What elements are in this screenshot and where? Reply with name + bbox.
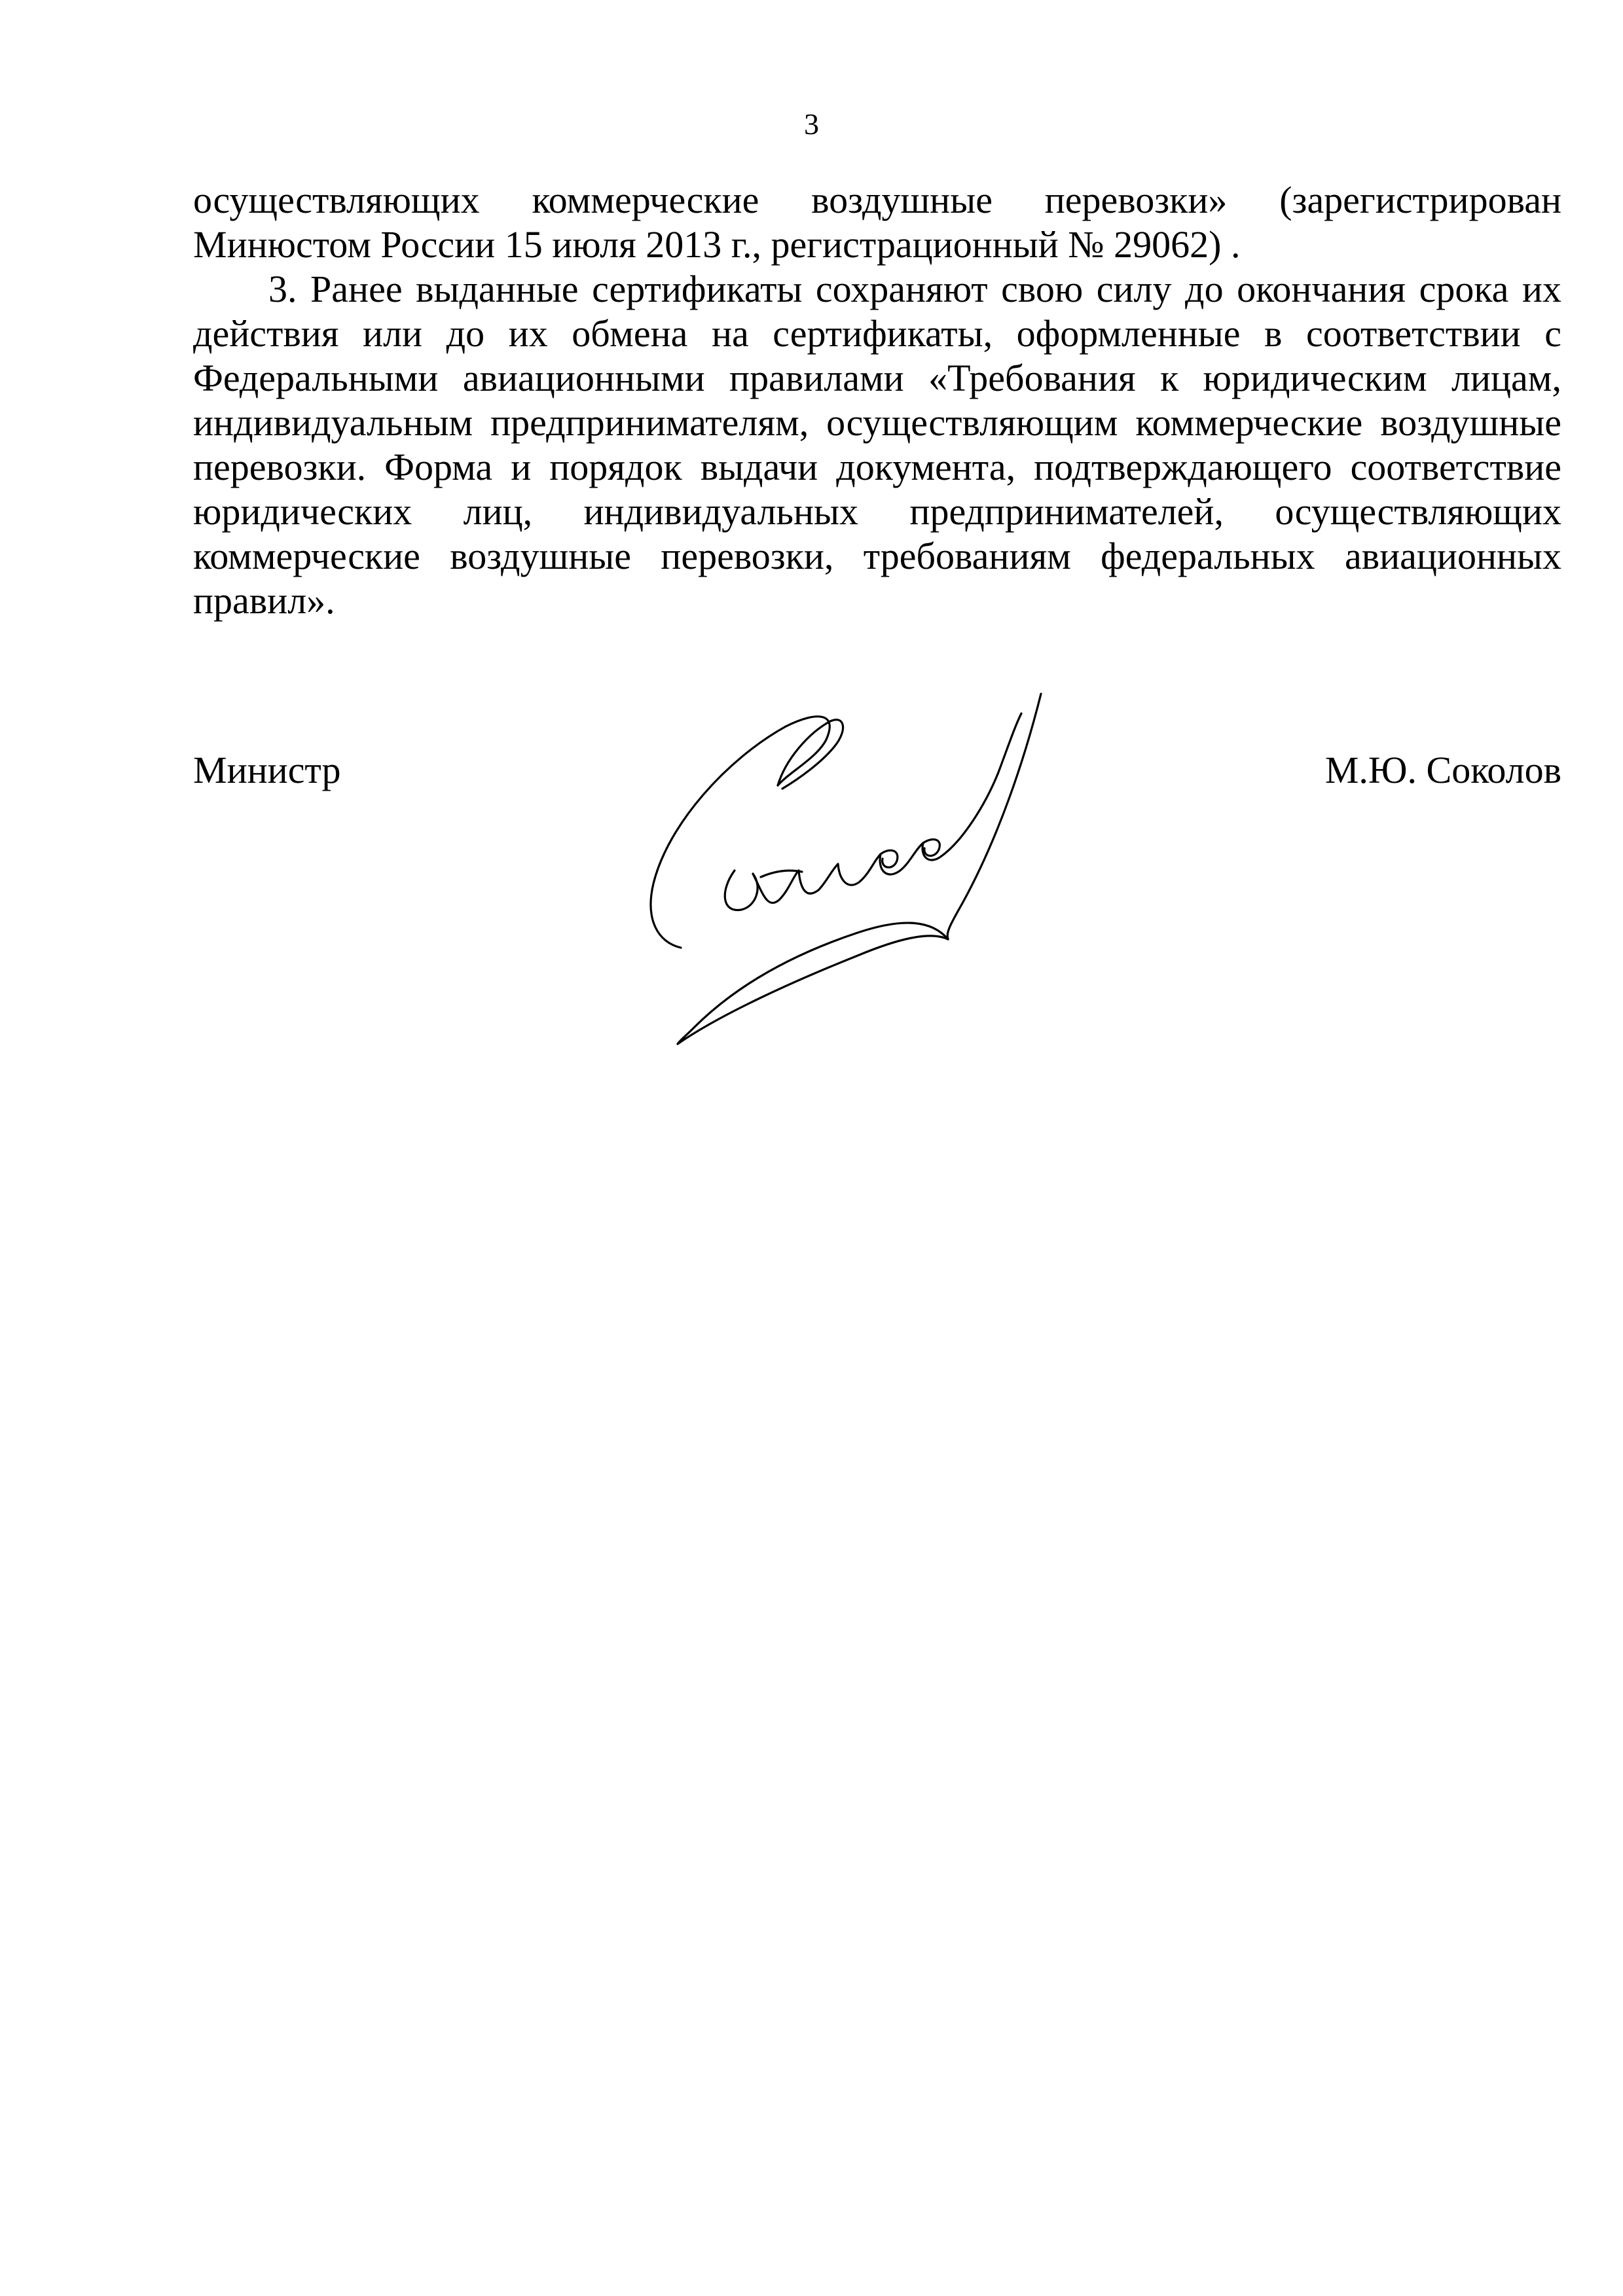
handwritten-signature — [622, 674, 1133, 1080]
document-body — [193, 178, 1561, 623]
paragraph-item-3: 3. Ранее выданные сертификаты сохраняют свою силу до окончания срока их действия или до их обмена на сертификаты, оформленные в соответствии с Федеральными авиационными правилами «Требования к юридическим лицам, индивидуальным предпринимателям, осуществляющим коммерческие воздушные перевозки. Форма и порядок выдачи документа, подтверждающего соответствие юридических лиц, индивидуальных предпринимателей, осуществляющих коммерческие воздушные перевозки, требованиям федеральных авиационных правил». — [193, 268, 1561, 622]
page-number: 3 — [804, 107, 819, 141]
signer-position: Министр — [193, 749, 341, 791]
paragraph-continuation: осуществляющих коммерческие воздушные перевозки» (зарегистрирован Минюстом России 15 июля 2013 г., регистрационный № 29062) . — [193, 179, 1561, 266]
signer-name: М.Ю. Соколов — [1324, 749, 1561, 791]
